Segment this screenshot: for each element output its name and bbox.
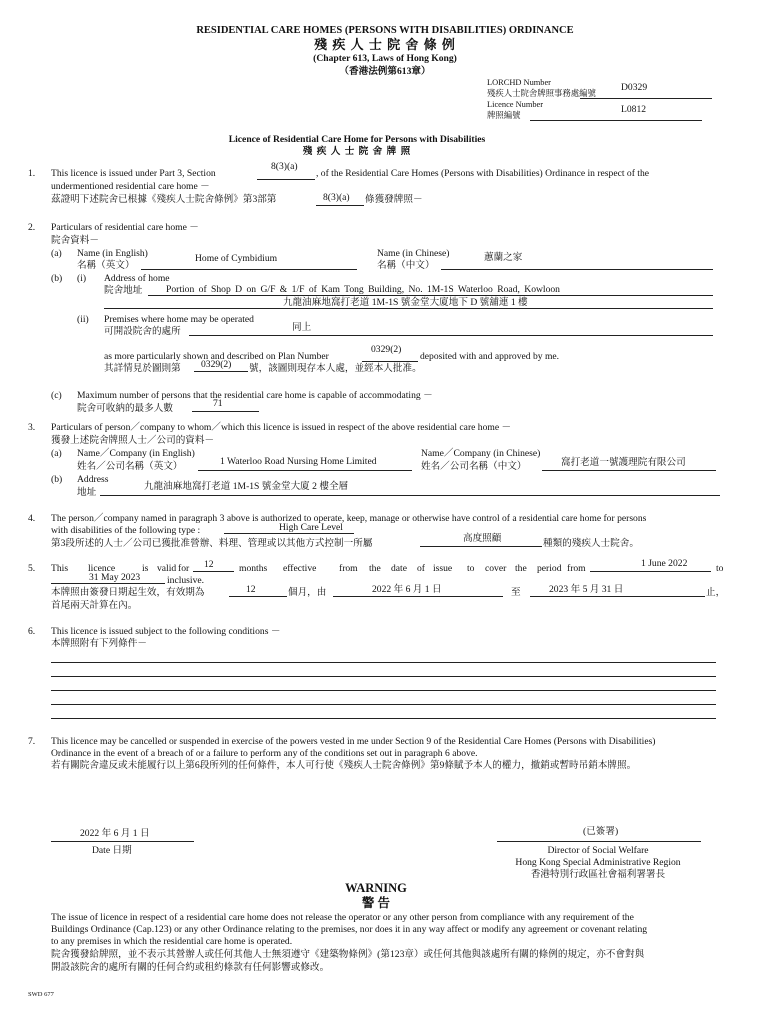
section-1-section-value: 8(3)(a): [271, 161, 298, 172]
licence-title-en: Licence of Residential Care Home for Persons with Disabilities: [228, 134, 486, 145]
section-5-text-zh-e: 首尾兩天計算在內。: [51, 600, 138, 611]
warning-title-zh: 警 告: [361, 896, 391, 910]
date-label: Date 日期: [92, 845, 132, 856]
section-5-text-zh-d: 止，: [706, 587, 726, 598]
section-1-text-zh-b: 條獲發牌照－: [365, 194, 423, 205]
section-7-number: 7.: [28, 736, 36, 747]
plan-number: 0329(2): [371, 344, 402, 355]
home-name-en-label: Name (in English): [77, 248, 148, 259]
section-5-text-zh-c: 至: [511, 587, 521, 598]
max-persons-label-zh: 院舍可收納的最多人數: [77, 403, 173, 414]
home-address-label-en: Address of home: [104, 273, 170, 284]
section-3-heading-en: Particulars of person／company to whom／which this licence is issued in respect of the above residential care home －: [51, 422, 512, 433]
s5-word: for: [178, 563, 190, 574]
plan-text-en-a: as more particularly shown and described on Plan Number: [104, 351, 329, 362]
section-2b-i-label: (i): [77, 273, 87, 284]
validity-months: 12: [204, 559, 214, 570]
s5-word: from: [339, 563, 358, 574]
condition-line: [51, 718, 716, 719]
s5-word: This: [51, 563, 69, 574]
section-5-text-zh-a: 本牌照由簽發日期起生效，有效期為: [51, 587, 205, 598]
s5-word: to: [467, 563, 475, 574]
section-2-heading-zh: 院舍資料－: [51, 235, 99, 246]
condition-line: [51, 690, 716, 691]
signed-mark: (已簽署): [583, 826, 619, 837]
licensee-address-value: 九龍油麻地窩打老道 1M-1S 號金堂大廈 2 樓全層: [144, 481, 349, 492]
licensee-name-en-label-zh: 姓名／公司名稱（英文）: [77, 461, 183, 472]
ordinance-title-zh: 殘 疾 人 士 院 舍 條 例: [314, 37, 456, 52]
s5-word: issue: [433, 563, 453, 574]
lorchd-label-zh: 殘疾人士院舍牌照事務處編號: [487, 89, 596, 98]
max-persons-value: 71: [213, 398, 223, 409]
home-address-label-zh: 院舍地址: [104, 285, 143, 296]
ordinance-title-en: RESIDENTIAL CARE HOMES (PERSONS WITH DISABILITIES) ORDINANCE: [196, 25, 574, 36]
s5-word: the: [369, 563, 381, 574]
premises-value: 同上: [292, 322, 312, 333]
warning-text-en2: Buildings Ordinance (Cap.123) or any other Ordinance relating to the premises, nor does it in any way affect or modify any agreement or covenant relating: [51, 924, 648, 935]
s5-word: from: [567, 563, 586, 574]
s5-word: inclusive.: [167, 575, 205, 586]
home-address-zh: 九龍油麻地窩打老道 1M-1S 號金堂大廈地下 D 號舖連 1 樓: [283, 297, 528, 308]
chapter-en: (Chapter 613, Laws of Hong Kong): [313, 53, 457, 64]
licensee-address-label-zh: 地址: [77, 487, 97, 498]
section-7-text-en2: Ordinance in the event of a breach of or a failure to perform any of the conditions set out in paragraph 6 above.: [51, 748, 478, 759]
section-2a-label: (a): [51, 248, 62, 259]
section-3b-label: (b): [51, 474, 63, 485]
section-4-text-en: The person／company named in paragraph 3 above is authorized to operate, keep, manage or otherwise have control of a residential care home for persons: [51, 513, 647, 524]
licensee-name-zh-label: Name／Company (in Chinese): [421, 448, 541, 459]
warning-title-en: WARNING: [345, 881, 407, 895]
s5-word: date: [391, 563, 407, 574]
section-1-text-a: This licence is issued under Part 3, Section: [51, 168, 216, 179]
care-type-value-zh: 高度照顧: [463, 533, 502, 544]
warning-text-en3: to any premises in which the residential care home is operated.: [51, 936, 293, 947]
form-code: SWD 677: [28, 991, 54, 998]
validity-months-zh: 12: [246, 584, 256, 595]
care-type-value: High Care Level: [279, 522, 343, 533]
section-2c-label: (c): [51, 390, 62, 401]
plan-number-zh: 0329(2): [201, 359, 232, 370]
licensee-address-label-en: Address: [77, 474, 109, 485]
home-name-zh-value: 蕙蘭之家: [484, 252, 523, 263]
section-7-text-zh: 若有關院舍違反或未能履行以上第6段所列的任何條件，本人可行使《殘疾人士院舍條例》第9條賦予本人的權力，撤銷或暫時吊銷本牌照。: [51, 760, 637, 771]
licensee-name-en-label: Name／Company (in English): [77, 448, 195, 459]
condition-line: [51, 662, 716, 663]
home-name-en-label-zh: 名稱（英文）: [77, 260, 135, 271]
period-to-zh: 2023 年 5 月 31 日: [549, 584, 624, 595]
section-2b-ii-label: (ii): [77, 314, 89, 325]
period-from-value: 1 June 2022: [641, 558, 688, 569]
section-4-text-zh-b: 種類的殘疾人士院舍。: [543, 538, 639, 549]
section-1-text-b: , of the Residential Care Homes (Persons with Disabilities) Ordinance in respect of the: [316, 168, 650, 179]
warning-text-zh1: 院舍獲發給牌照，並不表示其營辦人或任何其他人士無須遵守《建築物條例》(第123章）或任何其他與該處所有關的條例的規定，亦不會對與: [51, 949, 645, 960]
warning-text-zh2: 開設該院舍的處所有關的任何合約或租約條款有任何影響或修改。: [51, 962, 330, 973]
s5-word: to: [716, 563, 724, 574]
section-3-number: 3.: [28, 422, 36, 433]
licensee-name-zh-value: 窩打老道一號護理院有限公司: [561, 457, 686, 468]
lorchd-label-en: LORCHD Number: [487, 78, 551, 87]
section-2-heading-en: Particulars of residential care home －: [51, 222, 199, 233]
plan-text-en-b: deposited with and approved by me.: [420, 351, 560, 362]
section-1-text-c: undermentioned residential care home －: [51, 181, 210, 192]
director-title-en: Director of Social Welfare: [547, 845, 649, 856]
s5-word: cover: [485, 563, 507, 574]
home-name-en-value: Home of Cymbidium: [195, 253, 278, 264]
region-en: Hong Kong Special Administrative Region: [515, 857, 681, 868]
warning-text-en1: The issue of licence in respect of a residential care home does not release the operator or any other person from compliance with any requirement of the: [51, 912, 634, 923]
period-to-value: 31 May 2023: [89, 572, 141, 583]
s5-word: of: [417, 563, 425, 574]
premises-label-en: Premises where home may be operated: [104, 314, 254, 325]
premises-label-zh: 可開設院舍的處所: [104, 326, 181, 337]
chapter-zh: （香港法例第613章）: [339, 66, 431, 77]
section-6-text-zh: 本牌照附有下列條件－: [51, 638, 147, 649]
section-6-number: 6.: [28, 626, 36, 637]
licensee-name-en-value: 1 Waterloo Road Nursing Home Limited: [220, 456, 377, 467]
period-from-zh: 2022 年 6 月 1 日: [372, 584, 442, 595]
condition-line: [51, 704, 716, 705]
condition-line: [51, 676, 716, 677]
licence-number: L0812: [621, 104, 647, 115]
section-4-text-en2: with disabilities of the following type :: [51, 525, 201, 536]
section-5-text-zh-b: 個月，由: [288, 587, 327, 598]
home-address-en: Portion of Shop D on G/F & 1/F of Kam Tong Building, No. 1M-1S Waterloo Road, Kowloon: [166, 284, 560, 295]
section-4-text-zh-a: 第3段所述的人士／公司已獲批准營辦、料理、管理或以其他方式控制一所屬: [51, 538, 373, 549]
max-persons-label-en: Maximum number of persons that the residential care home is capable of accommodating －: [77, 390, 433, 401]
section-1-zh-value: 8(3)(a): [323, 192, 350, 203]
s5-word: months: [239, 563, 268, 574]
section-3-heading-zh: 獲發上述院舍牌照人士／公司的資料－: [51, 435, 215, 446]
section-5-number: 5.: [28, 563, 36, 574]
plan-text-zh-b: 號，該圖則現存本人處，並經本人批准。: [249, 363, 422, 374]
s5-word: valid: [157, 563, 177, 574]
plan-text-zh-a: 其詳情見於圖則第: [104, 363, 181, 374]
section-7-text-en1: This licence may be cancelled or suspended in exercise of the powers vested in me under Section 9 of the Residential Care Homes (Persons with Disabilities): [51, 736, 656, 747]
section-2-number: 2.: [28, 222, 36, 233]
licence-title-zh: 殘 疾 人 士 院 舍 牌 照: [302, 146, 412, 157]
section-4-number: 4.: [28, 513, 36, 524]
s5-word: period: [537, 563, 562, 574]
s5-word: licence: [88, 563, 116, 574]
section-3a-label: (a): [51, 448, 62, 459]
s5-word: is: [142, 563, 149, 574]
section-1-number: 1.: [28, 168, 36, 179]
home-name-zh-label: Name (in Chinese): [377, 248, 450, 259]
licence-number-label-zh: 牌照編號: [487, 111, 521, 120]
director-title-zh: 香港特別行政區社會福利署署長: [530, 869, 666, 880]
s5-word: the: [515, 563, 527, 574]
issue-date: 2022 年 6 月 1 日: [80, 828, 150, 839]
section-2b-label: (b): [51, 273, 63, 284]
home-name-zh-label-zh: 名稱（中文）: [377, 260, 435, 271]
section-1-text-zh-a: 茲證明下述院舍已根據《殘疾人士院舍條例》第3部第: [51, 194, 277, 205]
section-6-text-en: This licence is issued subject to the following conditions －: [51, 626, 281, 637]
licence-number-label-en: Licence Number: [487, 100, 544, 109]
lorchd-number: D0329: [621, 82, 648, 93]
s5-word: effective: [283, 563, 317, 574]
licensee-name-zh-label-zh: 姓名／公司名稱（中文）: [421, 461, 527, 472]
